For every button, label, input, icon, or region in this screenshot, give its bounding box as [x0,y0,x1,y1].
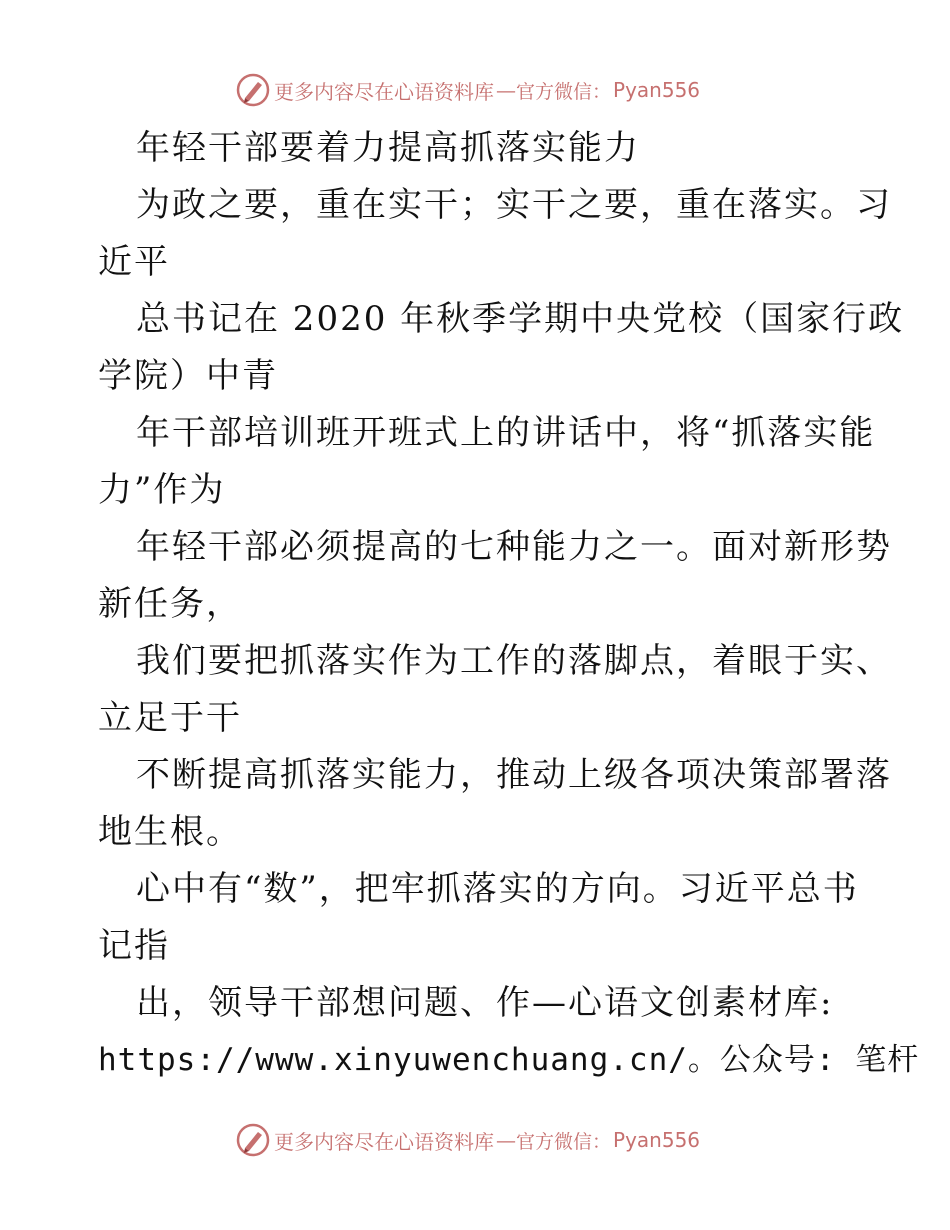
text-line: 新任务， [98,584,242,624]
watermark-id-text: Pyan556 [613,1128,701,1152]
text-line: 总书记在 2020 年秋季学期中央党校（国家行政 [136,299,905,339]
text-line: 地生根。 [98,812,242,852]
pen-logo-icon [236,73,270,107]
text-line: 年轻干部要着力提高抓落实能力 [136,128,640,168]
text-line-url[interactable]: https://www.xinyuwenchuang.cn/。公众号: 笔杆 [98,1042,920,1078]
watermark-sub-text: 官方微信： [516,1130,612,1153]
watermark-main-text: 更多内容尽在心语资料库 [274,1129,494,1154]
text-line: 立足于干 [98,698,242,738]
text-line: 为政之要，重在实干；实干之要，重在落实。习 [136,185,892,225]
text-line: 我们要把抓落实作为工作的落脚点，着眼于实、 [136,641,892,681]
text-line: 年轻干部必须提高的七种能力之一。面对新形势 [136,527,892,567]
text-line: 学院）中青 [98,356,278,396]
text-line: 近平 [98,242,170,282]
watermark-main-text: 更多内容尽在心语资料库 [274,79,494,104]
text-line: 出，领导干部想问题、作—心语文创素材库: [136,983,834,1023]
header-watermark [236,72,716,108]
text-line: 不断提高抓落实能力，推动上级各项决策部署落 [136,755,892,795]
text-line: 记指 [98,926,170,966]
text-line: 力”作为 [98,470,226,510]
watermark-sub-text: 官方微信： [516,80,612,103]
watermark-dash: — [496,1128,514,1152]
watermark-dash: — [496,78,514,102]
text-line: 年干部培训班开班式上的讲话中，将“抓落实能 [136,413,876,453]
footer-watermark [236,1122,716,1158]
text-line: 心中有“数”，把牢抓落实的方向。习近平总书 [136,869,859,909]
watermark-id-text: Pyan556 [613,78,701,102]
document-body [98,120,920,1089]
pen-logo-icon [236,1123,270,1157]
